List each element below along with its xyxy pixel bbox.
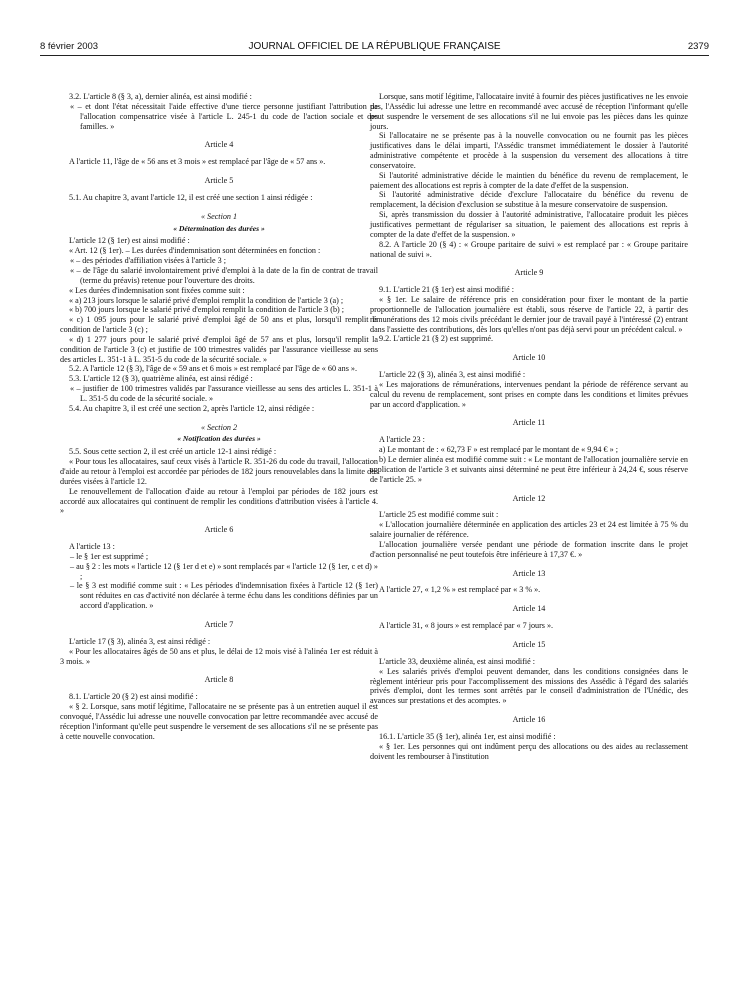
- paragraph: Si l'autorité administrative décide le maintien du bénéfice du revenu de remplacement, le paiement des allocations est repris à compter de la date d'effet de la suspension.: [370, 170, 688, 190]
- article-heading: Article 9: [514, 268, 544, 278]
- paragraph: A l'article 11, l'âge de « 56 ans et 3 mois » est remplacé par l'âge de « 57 ans ».: [69, 157, 326, 167]
- paragraph: « § 2. Lorsque, sans motif légitime, l'allocataire ne se présente pas à un entretien auquel il est convoqué, l'Assédic lui adresse une nouvelle convocation par lettre recommandée avec accusé de réception l'informant qu'elle peut suspendre le versement de ses allocations s'il ne se présente pas à cette nouvelle convocation.: [60, 702, 378, 741]
- section-subheading: « Détermination des durées »: [173, 223, 265, 233]
- paragraph: L'article 25 est modifié comme suit :: [379, 510, 499, 520]
- paragraph: 5.1. Au chapitre 3, avant l'article 12, il est créé une section 1 ainsi rédigée :: [69, 192, 313, 202]
- paragraph: 5.4. Au chapitre 3, il est créé une section 2, après l'article 12, ainsi rédigée :: [69, 403, 315, 413]
- page-number: 2379: [687, 41, 709, 52]
- article-heading: Article 5: [204, 176, 234, 186]
- list-item: « – des périodes d'affiliation visées à l'article 3 ;: [70, 256, 226, 266]
- paragraph: 5.2. A l'article 12 (§ 3), l'âge de « 59 ans et 6 mois » est remplacé par l'âge de « 60 ans ».: [69, 364, 358, 374]
- paragraph: « Les majorations de rémunérations, intervenues pendant la période de référence servant au calcul du revenu de remplacement, sont prises en compte dans les conditions et limites prévues par un accord d'application. »: [370, 379, 688, 409]
- paragraph: « Art. 12 (§ 1er). – Les durées d'indemnisation sont déterminées en fonction :: [69, 246, 321, 256]
- section-heading: « Section 1: [200, 211, 238, 221]
- list-item: – au § 2 : les mots « l'article 12 (§ 1er d et e) » sont remplacés par « l'article 12 (§ 1er, c et d) » ;: [70, 561, 378, 581]
- paragraph: 5.5. Sous cette section 2, il est créé un article 12-1 ainsi rédigé :: [69, 447, 277, 457]
- article-heading: Article 16: [512, 715, 546, 725]
- paragraph: A l'article 23 :: [379, 435, 425, 445]
- list-item: « – et dont l'état nécessitait l'aide effective d'une tierce personne justifiant l'attribution de l'allocation compensatrice visée à l'article L. 245-1 du code de l'action sociale et des familles. »: [70, 101, 378, 131]
- paragraph: « b) 700 jours lorsque le salarié privé d'emploi remplit la condition de l'article 3 (b) ;: [69, 305, 345, 315]
- article-heading: Article 10: [512, 353, 546, 363]
- paragraph: a) Le montant de : « 62,73 F » est remplacé par le montant de « 9,94 € » ;: [379, 445, 618, 455]
- list-item: « – justifier de 100 trimestres validés par l'assurance vieillesse au sens des articles L. 351-1 à L. 351-5 du code de la sécurité sociale. »: [70, 384, 378, 403]
- article-heading: Article 12: [512, 493, 546, 503]
- paragraph: « a) 213 jours lorsque le salarié privé d'emploi remplit la condition de l'article 3 (a) ;: [69, 295, 344, 305]
- paragraph: L'article 17 (§ 3), alinéa 3, est ainsi rédigé :: [69, 636, 211, 646]
- paragraph: « c) 1 095 jours pour le salarié privé d'emploi âgé de 50 ans et plus, lorsqu'il remplit la condition de l'article 3 (c) ;: [60, 315, 378, 335]
- paragraph: 5.3. L'article 12 (§ 3), quatrième alinéa, est ainsi rédigé :: [69, 374, 253, 384]
- right-column: [370, 92, 688, 761]
- section-subheading: « Notification des durées »: [177, 434, 261, 444]
- paragraph: « Pour tous les allocataires, sauf ceux visés à l'article R. 351-26 du code du travail, l'allocation d'aide au retour à l'emploi est accordée par périodes de 182 jours renouvelables dans la limite des durées visées à l'article 12.: [60, 457, 378, 486]
- article-heading: Article 4: [204, 140, 234, 150]
- paragraph: « Les durées d'indemnisation sont fixées comme suit :: [69, 285, 245, 295]
- paragraph: L'allocation journalière versée pendant une période de formation inscrite dans le projet d'action personnalisé ne peut toutefois être inférieure à 17,37 €. »: [370, 539, 688, 559]
- paragraph: Lorsque, sans motif légitime, l'allocataire invité à fournir des pièces justificatives ne les envoie pas, l'Assédic lui adresse une lettre en recommandé avec accusé de réception l'informant qu'elle peut suspendre le versement de ses allocations s'il ne lui envoie pas les pièces dans les quinze jours.: [370, 92, 688, 131]
- paragraph: 3.2. L'article 8 (§ 3, a), dernier alinéa, est ainsi modifié :: [69, 92, 252, 101]
- paragraph: L'article 12 (§ 1er) est ainsi modifié :: [69, 236, 190, 246]
- article-heading: Article 15: [512, 639, 546, 649]
- section-heading: « Section 2: [200, 422, 238, 432]
- paragraph: L'article 22 (§ 3), alinéa 3, est ainsi modifié :: [379, 370, 526, 380]
- article-heading: Article 7: [204, 619, 234, 629]
- paragraph: « § 1er. Les personnes qui ont indûment perçu des allocations ou des aides au reclassement doivent les rembourser à l'institution: [370, 741, 688, 761]
- paragraph: A l'article 27, « 1,2 % » est remplacé par « 3 % ».: [379, 585, 541, 595]
- article-heading: Article 11: [512, 418, 546, 428]
- paragraph: « Pour les allocataires âgés de 50 ans et plus, le délai de 12 mois visé à l'alinéa 1er est réduit à 3 mois. »: [60, 646, 378, 666]
- article-heading: Article 8: [204, 675, 234, 685]
- article-heading: Article 6: [204, 525, 234, 535]
- page-header: [40, 41, 709, 55]
- paragraph: « § 1er. Le salaire de référence pris en considération pour fixer le montant de la partie proportionnelle de l'allocation journalière est établi, sous réserve de l'article 22, à partir des rémunérations des 12 mois civils précédant le dernier jour de travail payé à l'intéressé (2) entrant dans l'assiette des contributions, dès lors qu'elles n'ont pas déjà servi pour un précédent calcul. »: [370, 295, 688, 334]
- paragraph: 9.1. L'article 21 (§ 1er) est ainsi modifié :: [379, 285, 515, 295]
- journal-title: JOURNAL OFFICIEL DE LA RÉPUBLIQUE FRANÇAISE: [248, 41, 501, 52]
- paragraph: b) Le dernier alinéa est modifié comme suit : « Le montant de l'allocation journalière servie en application de l'article 3 et suivants ainsi déterminé ne peut être inférieur à 24,24 €, sous réserve de l'article 25. »: [370, 455, 688, 484]
- list-item: – le § 1er est supprimé ;: [70, 551, 149, 561]
- header-rule: [40, 55, 709, 56]
- list-item: – le § 3 est modifié comme suit : « Les périodes d'indemnisation fixées à l'article 12 (§ 1er) sont réduites en cas d'activité non déclarée à terme échu dans les conditions définies par un accord d'application. »: [70, 581, 378, 611]
- paragraph: Si l'autorité administrative décide d'exclure l'allocataire du bénéfice du revenu de remplacement, la décision d'exclusion se substitue à la mesure conservatoire de suspension.: [370, 190, 688, 210]
- list-item: « – de l'âge du salarié involontairement privé d'emploi à la date de la fin de contrat de travail (terme du préavis) retenue pour l'ouverture des droits.: [70, 265, 378, 285]
- paragraph: 9.2. L'article 21 (§ 2) est supprimé.: [379, 334, 494, 344]
- paragraph: A l'article 31, « 8 jours » est remplacé par « 7 jours ».: [379, 621, 554, 631]
- paragraph: Si, après transmission du dossier à l'autorité administrative, l'allocataire produit les pièces justificatives permettant de régulariser sa situation, le paiement des allocations est repris à compter de la date d'effet de la suspension. »: [370, 210, 688, 239]
- paragraph: L'article 33, deuxième alinéa, est ainsi modifié :: [379, 656, 536, 666]
- article-heading: Article 13: [512, 568, 546, 578]
- paragraph: 8.1. L'article 20 (§ 2) est ainsi modifié :: [69, 692, 198, 702]
- paragraph: Le renouvellement de l'allocation d'aide au retour à l'emploi par périodes de 182 jours est accordé aux allocataires qui continuent de remplir les conditions d'attribution visées à l'article 4. »: [60, 486, 378, 516]
- article-heading: Article 14: [512, 604, 546, 614]
- paragraph: Si l'allocataire ne se présente pas à la nouvelle convocation ou ne fournit pas les pièces justificatives dans le délai imparti, l'Assédic transmet immédiatement le dossier à l'autorité administrative compétente et procède à la suspension du versement des allocations à titre conservatoire.: [370, 131, 688, 170]
- paragraph: « d) 1 277 jours pour le salarié privé d'emploi âgé de 57 ans et plus, lorsqu'il remplit la condition de l'article 3 (c) et justifie de 100 trimestres validés par l'assurance vieillesse au sens des articles L. 351-1 à L. 351-5 du code de la sécurité sociale. »: [60, 334, 378, 364]
- paragraph: « L'allocation journalière déterminée en application des articles 23 et 24 est limitée à 75 % du salaire journalier de référence.: [370, 520, 688, 540]
- paragraph: 8.2. A l'article 20 (§ 4) : « Groupe paritaire de suivi » est remplacé par : « Groupe paritaire national de suivi ».: [370, 239, 688, 259]
- paragraph: A l'article 13 :: [69, 542, 115, 552]
- paragraph: « Les salariés privés d'emploi peuvent demander, dans les conditions consignées dans le règlement intérieur pris pour l'accomplissement des missions des Assédic à l'égard des salariés privés d'emploi, dont les termes sont arrêtés par le conseil d'administration de l'Unédic, des avances sur prestations et des acomptes. »: [370, 666, 688, 706]
- left-column: [60, 92, 378, 741]
- paragraph: 16.1. L'article 35 (§ 1er), alinéa 1er, est ainsi modifié :: [379, 731, 556, 741]
- issue-date: 8 février 2003: [40, 41, 99, 52]
